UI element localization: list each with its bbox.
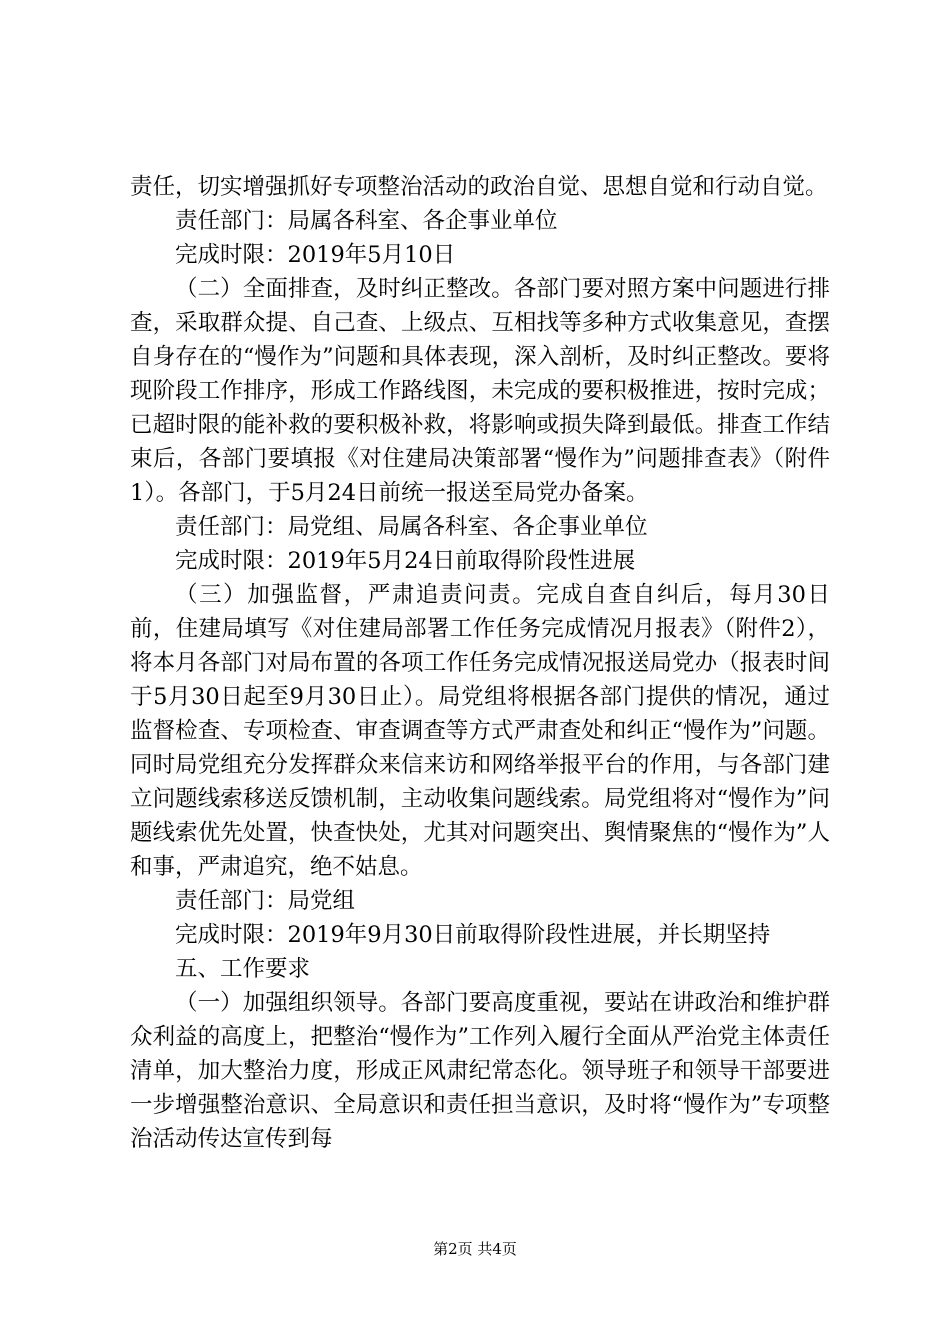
- paragraph: 责任部门：局党组、局属各科室、各企事业单位: [175, 514, 648, 540]
- page-number-footer: 第2页 共4页: [433, 1240, 517, 1258]
- document-body: [130, 170, 830, 1156]
- paragraph: 完成时限：2019年9月30日前取得阶段性进展，并长期坚持: [175, 922, 771, 948]
- paragraph: 责任，切实增强抓好专项整治活动的政治自觉、思想自觉和行动自觉。: [130, 174, 828, 200]
- paragraph: 完成时限：2019年5月10日: [175, 242, 456, 268]
- paragraph: 责任部门：局党组: [175, 888, 356, 914]
- paragraph: 责任部门：局属各科室、各企事业单位: [175, 208, 558, 234]
- section-heading: 五、工作要求: [175, 956, 311, 982]
- paragraph: （二）全面排查，及时纠正整改。各部门要对照方案中问题进行排查，采取群众提、自己查、上级点、互相找等多种方式收集意见，查摆自身存在的“慢作为”问题和具体表现，深入剖析，及时纠正整改。要将现阶段工作排序，形成工作路线图，未完成的要积极推进，按时完成；已超时限的能补救的要积极补救，将影响或损失降到最低。排查工作结束后，各部门要填报《对住建局决策部署“慢作为”问题排查表》（附件1）。各部门，于5月24日前统一报送至局党办备案。: [130, 276, 830, 506]
- paragraph: 完成时限：2019年5月24日前取得阶段性进展: [175, 548, 636, 574]
- paragraph: （三）加强监督，严肃追责问责。完成自查自纠后，每月30日前，住建局填写《对住建局部署工作任务完成情况月报表》（附件2），将本月各部门对局布置的各项工作任务完成情况报送局党办（报表时间于5月30日起至9月30日止）。局党组将根据各部门提供的情况，通过监督检查、专项检查、审查调查等方式严肃查处和纠正“慢作为”问题。同时局党组充分发挥群众来信来访和网络举报平台的作用，与各部门建立问题线索移送反馈机制，主动收集问题线索。局党组将对“慢作为”问题线索优先处置，快查快处，尤其对问题突出、舆情聚焦的“慢作为”人和事，严肃追究，绝不姑息。: [130, 582, 830, 880]
- paragraph: （一）加强组织领导。各部门要高度重视，要站在讲政治和维护群众利益的高度上，把整治“慢作为”工作列入履行全面从严治党主体责任清单，加大整治力度，形成正风肃纪常态化。领导班子和领导干部要进一步增强整治意识、全局意识和责任担当意识，及时将“慢作为”专项整治活动传达宣传到每: [130, 990, 830, 1152]
